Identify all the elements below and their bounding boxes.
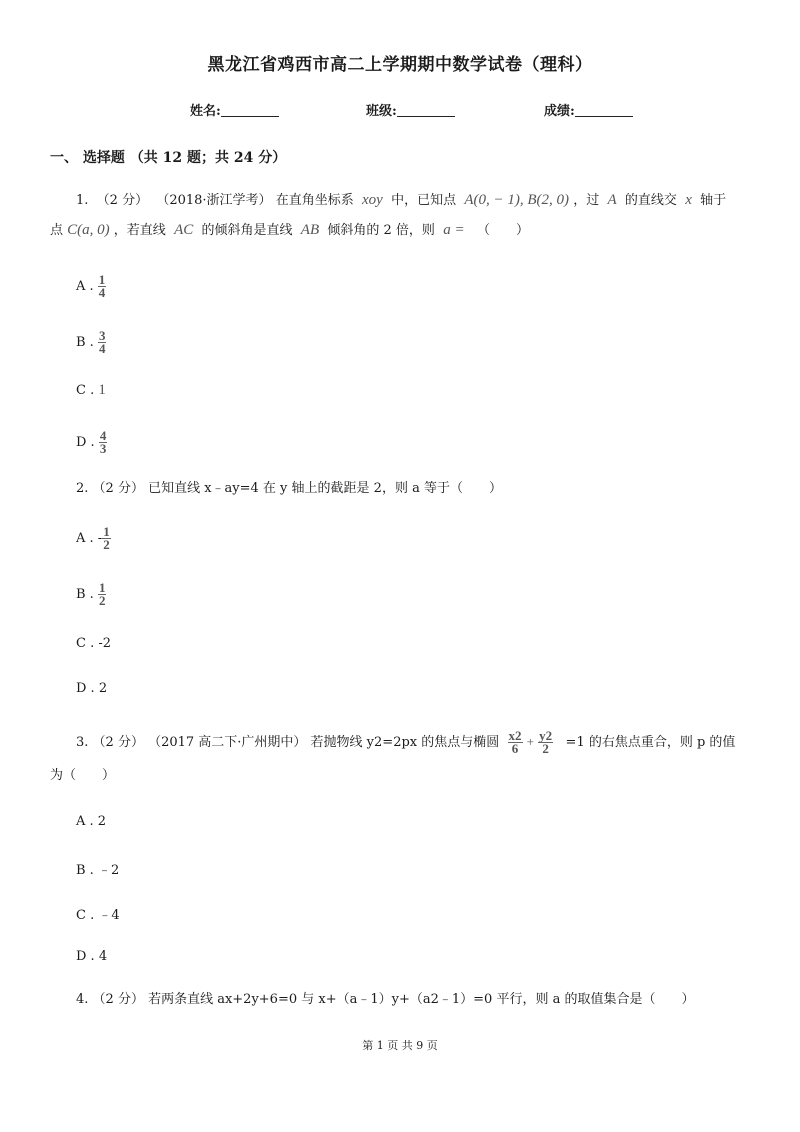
q1-text-3: ，过 — [573, 193, 600, 208]
plus-sign: + — [526, 734, 534, 749]
option-label: A . — [76, 531, 94, 546]
option-value: 2 — [98, 681, 108, 696]
q3-text-2: =1 的右焦点重合，则 p 的值 — [565, 735, 736, 750]
section-heading: 一、 选择题 （共 12 题；共 24 分） — [50, 150, 287, 166]
page-footer: 第 1 页 共 9 页 — [362, 1039, 438, 1052]
q1-text-2: 中，已知点 — [391, 193, 457, 208]
option-label: B . — [76, 863, 94, 878]
q3-option-c[interactable] — [76, 904, 120, 923]
name-field — [190, 100, 279, 119]
q1-text-9: 倾斜角的 2 倍，则 — [327, 223, 435, 238]
q1-math-xoy: xoy — [361, 192, 383, 208]
question-1-line1 — [76, 190, 726, 211]
option-label: B . — [76, 587, 94, 602]
q1-option-b[interactable] — [76, 330, 106, 355]
fraction: $\frac{4}{3}$ — [99, 428, 107, 456]
option-sign: - — [97, 531, 103, 546]
q1-text-10: （ ） — [476, 223, 529, 238]
fraction: $\frac{1}{2}$ — [103, 524, 110, 552]
q1-math-points: A(0, − 1), B(2, 0) — [464, 192, 570, 208]
q1-source: （2018·浙江学考） — [156, 193, 272, 208]
question-4: 4. （2 分） 若两条直线 ax+2y+6=0 与 x+（a﹣1）y+（a2﹣1）=0 平行，则 a 的取值集合是（ ） — [76, 992, 695, 1007]
page-title: 黑龙江省鸡西市高二上学期期中数学试卷（理科） — [207, 55, 593, 75]
q1-option-c[interactable] — [76, 382, 106, 399]
q1-text-7: ，若直线 — [113, 223, 166, 238]
class-label: 班级: — [366, 104, 397, 119]
q2-option-c[interactable] — [76, 636, 111, 651]
option-value: 1 — [98, 382, 106, 398]
q1-score: （2 分） — [96, 193, 149, 208]
q2-option-a[interactable] — [76, 526, 111, 551]
question-2: 2. （2 分） 已知直线 x﹣ay=4 在 y 轴上的截距是 2，则 a 等于（ ） — [76, 481, 502, 496]
q3-option-a[interactable] — [76, 814, 106, 829]
option-label: D . — [76, 435, 95, 450]
q1-math-AC: AC — [174, 222, 194, 238]
q1-text-6: 点 — [50, 223, 64, 238]
option-value: ﹣4 — [98, 908, 120, 923]
option-label: C . — [76, 383, 95, 398]
class-blank — [397, 103, 455, 117]
q1-number: 1. — [76, 193, 89, 208]
q1-math-AB: AB — [300, 222, 320, 238]
q3-option-d[interactable] — [76, 949, 107, 964]
question-1-line2 — [50, 220, 529, 241]
q1-text-5: 轴于 — [700, 193, 727, 208]
q1-text-4: 的直线交 — [624, 193, 677, 208]
q1-math-C: C(a, 0) — [67, 222, 110, 238]
score-field — [544, 100, 633, 119]
option-value: 4 — [98, 949, 108, 964]
q1-option-a[interactable] — [76, 274, 106, 299]
q1-math-A: A — [607, 192, 617, 208]
q3-option-b[interactable] — [76, 859, 119, 878]
q1-math-x: x — [685, 192, 692, 208]
class-field — [366, 100, 455, 119]
fraction: $\frac{1}{2}$ — [98, 580, 106, 608]
name-label: 姓名: — [190, 104, 221, 119]
option-label: C . — [76, 636, 95, 651]
option-label: D . — [76, 949, 95, 964]
option-label: D . — [76, 681, 95, 696]
option-value: -2 — [98, 636, 112, 651]
q3-text-1: 3. （2 分） （2017 高二下·广州期中） 若抛物线 y2=2px 的焦点与椭圆 — [76, 735, 500, 750]
q2-option-b[interactable] — [76, 582, 106, 607]
q1-math-a: a = — [443, 222, 465, 238]
q2-option-d[interactable] — [76, 681, 107, 696]
option-label: B . — [76, 335, 94, 350]
q1-option-d[interactable] — [76, 430, 107, 455]
fraction-x2-over-6: $\frac{x2}{6}$ — [508, 728, 522, 756]
q1-text-1: 在直角坐标系 — [275, 193, 354, 208]
question-3-line1 — [76, 730, 735, 755]
question-3-line2: 为（ ） — [50, 768, 116, 783]
option-label: A . — [76, 279, 94, 294]
option-value: ﹣2 — [97, 863, 120, 878]
fraction-y2-over-2: $\frac{y2}{2}$ — [539, 728, 553, 756]
name-blank — [221, 103, 279, 117]
score-blank — [575, 103, 633, 117]
fraction: $\frac{3}{4}$ — [98, 328, 106, 356]
option-value: 2 — [97, 814, 107, 829]
score-label: 成绩: — [544, 104, 575, 119]
q1-text-8: 的倾斜角是直线 — [201, 223, 293, 238]
fraction: $\frac{1}{4}$ — [98, 272, 106, 300]
option-label: C . — [76, 908, 95, 923]
option-label: A . — [76, 814, 94, 829]
